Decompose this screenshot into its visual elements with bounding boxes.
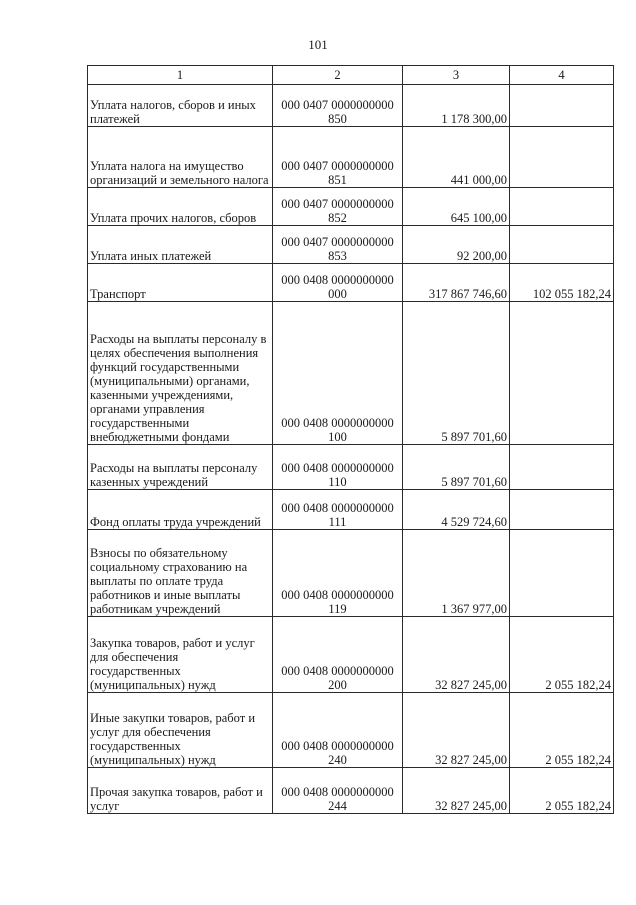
row-code: 000 0408 0000000000 119 [273, 530, 403, 617]
table-row [88, 226, 614, 264]
table-row [88, 490, 614, 530]
row-amount: 317 867 746,60 [403, 264, 510, 302]
row-extra [510, 530, 614, 617]
row-extra [510, 445, 614, 490]
table-row [88, 302, 614, 445]
row-extra: 2 055 182,24 [510, 693, 614, 768]
row-name: Расходы на выплаты персоналу в целях обеспечения выполнения функций государственными (муниципальными) органами, казенными учреждениями, органами управления государственными внебюджетными фондами [88, 302, 273, 445]
row-code: 000 0407 0000000000 851 [273, 127, 403, 188]
row-amount: 1 178 300,00 [403, 85, 510, 127]
row-code: 000 0408 0000000000 111 [273, 490, 403, 530]
row-code: 000 0408 0000000000 244 [273, 768, 403, 814]
row-extra [510, 188, 614, 226]
row-amount: 441 000,00 [403, 127, 510, 188]
row-extra [510, 490, 614, 530]
row-code: 000 0407 0000000000 850 [273, 85, 403, 127]
row-name: Закупка товаров, работ и услуг для обеспечения государственных (муниципальных) нужд [88, 617, 273, 693]
row-amount: 4 529 724,60 [403, 490, 510, 530]
row-amount: 5 897 701,60 [403, 445, 510, 490]
row-amount: 32 827 245,00 [403, 617, 510, 693]
row-code: 000 0408 0000000000 200 [273, 617, 403, 693]
row-extra: 2 055 182,24 [510, 768, 614, 814]
row-extra: 2 055 182,24 [510, 617, 614, 693]
page-number: 101 [308, 37, 328, 52]
table-row [88, 264, 614, 302]
table-row [88, 768, 614, 814]
row-amount: 1 367 977,00 [403, 530, 510, 617]
table-row [88, 693, 614, 768]
row-name: Уплата иных платежей [88, 226, 273, 264]
row-extra [510, 226, 614, 264]
row-code: 000 0408 0000000000 110 [273, 445, 403, 490]
row-extra [510, 302, 614, 445]
row-amount: 32 827 245,00 [403, 768, 510, 814]
row-name: Иные закупки товаров, работ и услуг для обеспечения государственных (муниципальных) нужд [88, 693, 273, 768]
row-code: 000 0408 0000000000 000 [273, 264, 403, 302]
row-amount: 32 827 245,00 [403, 693, 510, 768]
table-row [88, 127, 614, 188]
table-row [88, 617, 614, 693]
column-header: 3 [403, 66, 510, 85]
row-name: Фонд оплаты труда учреждений [88, 490, 273, 530]
table-row [88, 445, 614, 490]
row-extra: 102 055 182,24 [510, 264, 614, 302]
row-code: 000 0407 0000000000 853 [273, 226, 403, 264]
row-name: Взносы по обязательному социальному страхованию на выплаты по оплате труда работников и иные выплаты работникам учреждений [88, 530, 273, 617]
row-name: Расходы на выплаты персоналу казенных учреждений [88, 445, 273, 490]
budget-table [87, 65, 614, 814]
column-header: 4 [510, 66, 614, 85]
column-header: 2 [273, 66, 403, 85]
row-name: Уплата налога на имущество организаций и земельного налога [88, 127, 273, 188]
table-header-row [88, 66, 614, 85]
row-code: 000 0408 0000000000 240 [273, 693, 403, 768]
row-name: Уплата прочих налогов, сборов [88, 188, 273, 226]
table-row [88, 85, 614, 127]
row-amount: 645 100,00 [403, 188, 510, 226]
row-name: Транспорт [88, 264, 273, 302]
row-name: Прочая закупка товаров, работ и услуг [88, 768, 273, 814]
table-row [88, 530, 614, 617]
row-code: 000 0408 0000000000 100 [273, 302, 403, 445]
column-header: 1 [88, 66, 273, 85]
row-code: 000 0407 0000000000 852 [273, 188, 403, 226]
row-extra [510, 85, 614, 127]
row-name: Уплата налогов, сборов и иных платежей [88, 85, 273, 127]
table-row [88, 188, 614, 226]
row-extra [510, 127, 614, 188]
row-amount: 92 200,00 [403, 226, 510, 264]
row-amount: 5 897 701,60 [403, 302, 510, 445]
